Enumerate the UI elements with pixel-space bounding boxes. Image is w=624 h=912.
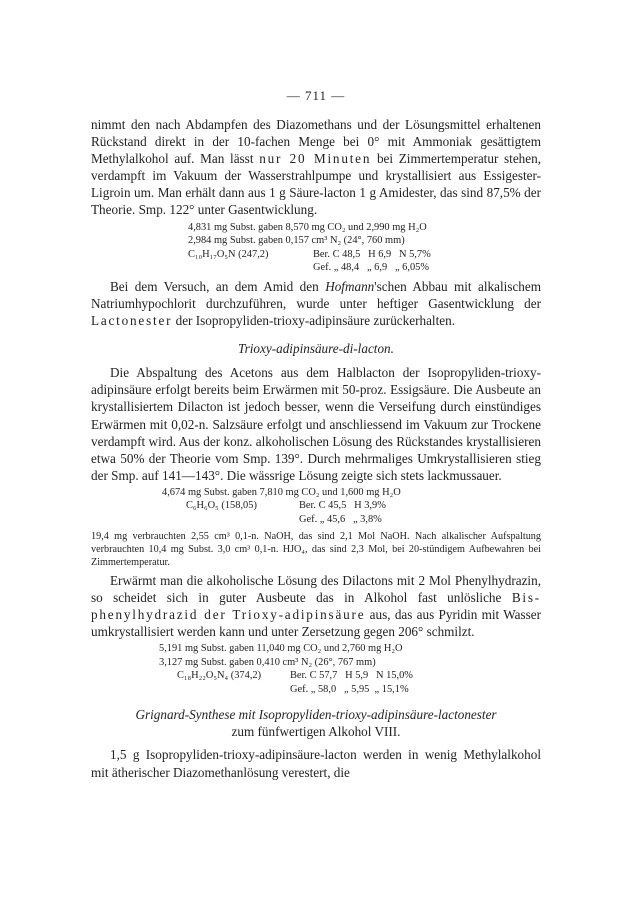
paragraph-1: nimmt den nach Abdampfen des Diazomethans und der Lösungsmittel erhaltenen Rückstand direkt in der 10-fachen Menge bei 0° mit Ammoniak gesättigtem Methylalkohol auf. Man lässt nur 20 Minuten bei Zimmertemperatur stehen, verdampft im Vakuum der Wasserstrahlpumpe und krystallisiert aus Essigester-Ligroin um. Man erhält dann aus 1 g Säure-lacton 1 g Amidester, das sind 87,5% der Theorie. Smp. 122° unter Gasentwicklung. — [91, 117, 542, 218]
analysis-block-3 — [91, 642, 541, 696]
footnote-analysis: 19,4 mg verbrauchten 2,55 cm³ 0,1-n. NaOH, das sind 2,1 Mol NaOH. Nach alkalischer Aufspaltung verbrauchten 10,4 mg Subst. 3,0 cm³ 0,1-n. HJO₄, das sind 2,3 Mol, bei 20-stündigem Aufbewahren bei Zimmertemperatur. — [91, 530, 541, 568]
analysis-calculated: Ber. C 45,5 H 3,9% — [299, 500, 386, 512]
analysis-formula: C₁₀H₁₇O₅N (247,2) — [188, 248, 269, 260]
analysis-block-1 — [91, 221, 541, 275]
section-heading-2-line-1: Grignard-Synthese mit Isopropyliden-trioxy-adipinsäure-lactonester — [135, 707, 497, 723]
analysis-calculated: Ber. C 48,5 H 6,9 N 5,7% — [313, 248, 431, 260]
analysis-line: 4,674 mg Subst. gaben 7,810 mg CO₂ und 1,600 mg H₂O — [162, 486, 401, 498]
analysis-line: 4,831 mg Subst. gaben 8,570 mg CO₂ und 2,990 mg H₂O — [188, 221, 427, 233]
analysis-line: 2,984 mg Subst. gaben 0,157 cm³ N₂ (24°, 760 mm) — [188, 235, 405, 247]
analysis-found: Gef. „ 58,0 „ 5,95 „ 15,1% — [290, 683, 409, 695]
analysis-formula: C₆H₆O₅ (158,05) — [186, 500, 257, 512]
spaced-emphasis: Lactonester — [91, 313, 173, 329]
page-number: — 711 — — [286, 88, 346, 103]
paragraph-5: 1,5 g Isopropyliden-trioxy-adipinsäure-lacton werden in wenig Methylalkohol mit ätherischer Diazomethanlösung verestert, die — [91, 747, 541, 780]
analysis-calculated: Ber. C 57,7 H 5,9 N 15,0% — [290, 670, 413, 682]
paragraph-3: Die Abspaltung des Acetons aus dem Halblacton der Isopropyliden-trioxy-adipinsäure erfolgt bereits beim Erwärmen mit 50-proz. Essigsäure. Die Ausbeute an krystallisiertem Dilacton ist jedoch besser, wenn die Verseifung durch einstündiges Erwärmen mit 0,02-n. Salzsäure erfolgt und anschliessend im Vakuum zur Trockene verdampft wird. Aus der konz. alkoholischen Lösung des Rückstandes krystallisieren etwa 50% der Theorie vom Smp. 139°. Durch mehrmaliges Umkrystallisieren stieg der Smp. auf 141—143°. Die wässrige Lösung zeigte sich stets lackmussauer. — [91, 365, 541, 483]
analysis-found: Gef. „ 45,6 „ 3,8% — [299, 514, 382, 526]
author-name: Hofmann — [325, 278, 375, 294]
section-heading-2 — [91, 706, 541, 740]
page-body — [91, 88, 541, 781]
analysis-line: 3,127 mg Subst. gaben 0,410 cm³ N₂ (26°, 767 mm) — [159, 656, 376, 668]
analysis-line: 5,191 mg Subst. gaben 11,040 mg CO₂ und 2,760 mg H₂O — [159, 643, 403, 655]
paragraph-4: Erwärmt man die alkoholische Lösung des Dilactons mit 2 Mol Phenylhydrazin, so scheidet sich in guter Ausbeute das in Alkohol fast unlösliche Bis-phenylhydrazid der Trioxy-adipinsäure aus, das aus Pyridin mit Wasser umkrystallisiert werden kann und unter Zersetzung gegen 206° schmilzt. — [91, 572, 542, 639]
analysis-found: Gef. „ 48,4 „ 6,9 „ 6,05% — [313, 262, 429, 274]
analysis-formula: C₁₈H₂₂O₅N₄ (374,2) — [177, 670, 262, 682]
section-heading-2-line-2: zum fünfwertigen Alkohol VIII. — [231, 724, 401, 740]
analysis-block-2 — [91, 486, 541, 527]
paragraph-2: Bei dem Versuch, an dem Amid den Hofmann'schen Abbau mit alkalischem Natriumhypochlorit durchzuführen, wurde unter heftiger Gasentwicklung der Lactonester der Isopropyliden-trioxy-adipinsäure zurückerhalten. — [91, 278, 542, 329]
spaced-emphasis: Bis-phenylhydrazid der Trioxy-adipinsäure — [91, 589, 541, 622]
spaced-emphasis: nur 20 Minuten — [259, 151, 372, 167]
section-heading-1: Trioxy-adipinsäure-di-lacton. — [238, 341, 394, 357]
